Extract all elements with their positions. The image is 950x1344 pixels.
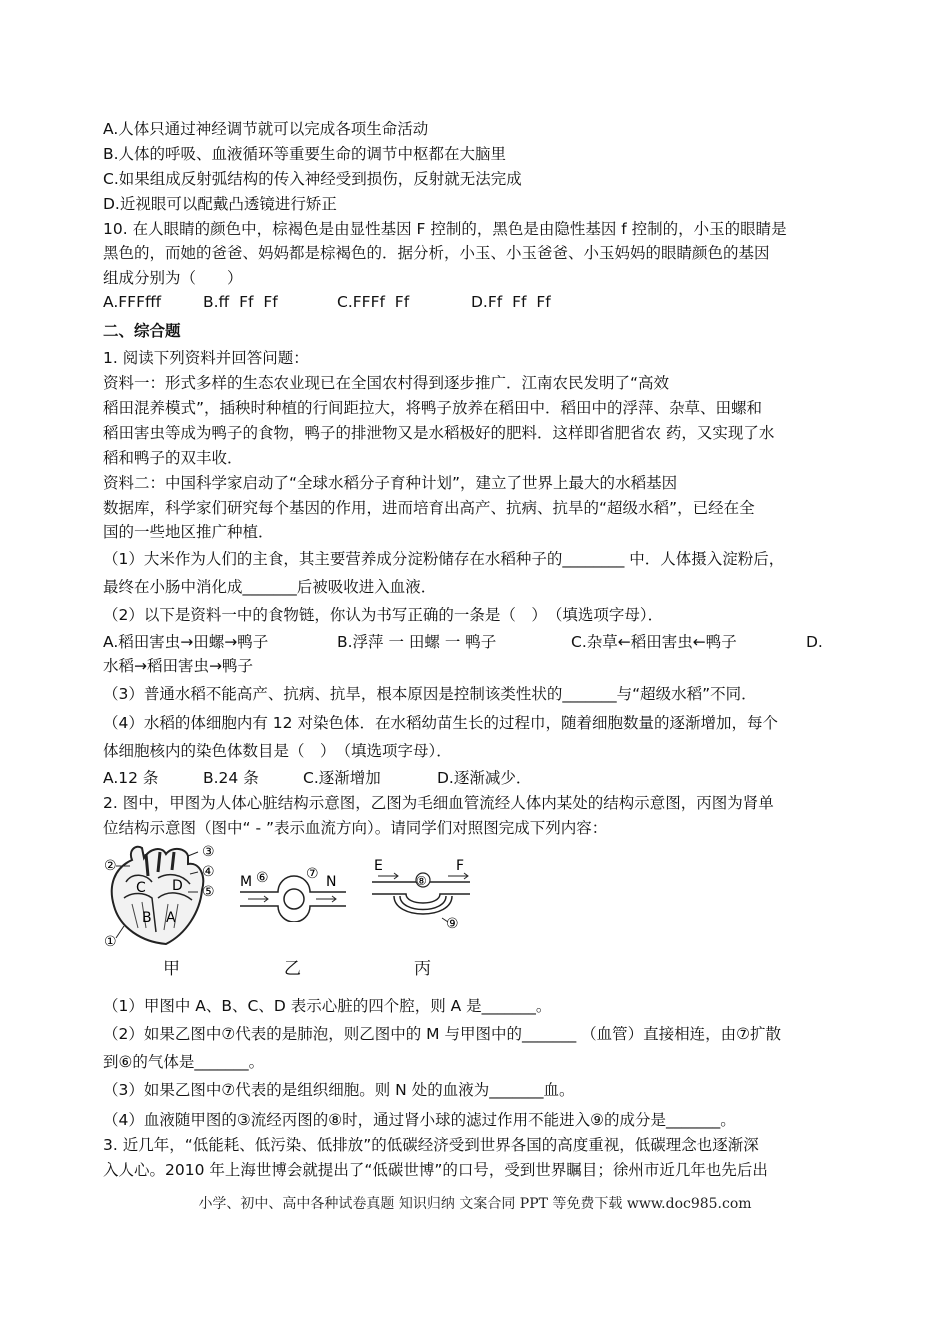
q1-sub2-option-d-text: 水稻→稻田害虫→鸭子 xyxy=(103,657,253,675)
q1-sub4-option-a: A.12 条 xyxy=(103,769,159,787)
q9-option-c: C.如果组成反射弧结构的传入神经受到损伤，反射就无法完成 xyxy=(103,170,522,188)
q3-line1: 3. 近几年，“低能耗、低污染、低排放”的低碳经济受到世界各国的高度重视，低碳理念也逐渐深 xyxy=(103,1136,759,1154)
capillary-label-n: N xyxy=(326,874,337,890)
q1-material1-line2: 稻田混养模式”，插秧时种植的行间距拉大，将鸭子放养在稻田中．稻田中的浮萍、杂草、田螺和 xyxy=(103,399,763,417)
q9-option-a: A.人体只通过神经调节就可以完成各项生命活动 xyxy=(103,120,429,138)
q1-sub2-option-d: D. xyxy=(806,633,823,651)
nephron-label-e: E xyxy=(374,858,383,874)
q2-sub2-line2: 到⑥的气体是_______。 xyxy=(103,1053,265,1071)
q1-material1-line1: 资料一：形式多样的生态农业现已在全国农村得到逐步推广．江南农民发明了“高效 xyxy=(103,374,670,392)
nephron-label-f: F xyxy=(456,858,465,874)
q2-sub4: （4）血液随甲图的③流经丙图的⑧时，通过肾小球的滤过作用不能进入⑨的成分是_______。 xyxy=(103,1111,736,1129)
capillary-label-m: M xyxy=(240,874,253,890)
q1-sub2-option-b: B.浮萍 一 田螺 一 鸭子 xyxy=(337,633,497,651)
q1-sub2-option-c: C.杂草←稻田害虫←鸭子 xyxy=(571,633,737,651)
page-footer: 小学、初中、高中各种试卷真题 知识归纳 文案合同 PPT 等免费下载 www.doc985.com xyxy=(198,1196,752,1212)
heart-diagram xyxy=(102,842,232,950)
section-title: 二、综合题 xyxy=(103,322,181,340)
heart-label-d: D xyxy=(172,878,183,894)
q1-sub1-line1: （1）大米作为人们的主食，其主要营养成分淀粉储存在水稻种子的________ 中．人体摄入淀粉后， xyxy=(103,550,785,568)
heart-label-c: C xyxy=(136,880,146,896)
q1-sub4-option-c: C.逐渐增加 xyxy=(303,769,381,787)
heart-mark-1: ① xyxy=(104,934,117,950)
q1-sub2-option-a: A.稻田害虫→田螺→鸭子 xyxy=(103,633,269,651)
figure-label-jia: 甲 xyxy=(163,959,180,979)
q1-material2-line3: 国的一些地区推广种植． xyxy=(103,523,274,541)
q10-option-c: C.FFFf Ff xyxy=(337,293,410,311)
q10-line3: 组成分别为（ ） xyxy=(103,269,243,287)
q1-intro: 1. 阅读下列资料并回答问题： xyxy=(103,349,309,367)
capillary-mark-7: ⑦ xyxy=(306,866,319,882)
q1-material1-line4: 稻和鸭子的双丰收． xyxy=(103,449,243,467)
capillary-diagram xyxy=(238,862,348,922)
q10-line1: 10. 在人眼睛的颜色中，棕褐色是由显性基因 F 控制的，黑色是由隐性基因 f 控制的，小玉的眼睛是 xyxy=(103,220,787,238)
nephron-diagram xyxy=(370,854,480,934)
heart-mark-4: ④ xyxy=(202,864,215,880)
q1-sub4-option-b: B.24 条 xyxy=(203,769,259,787)
q1-sub1-line2: 最终在小肠中消化成_______后被吸收进入血液． xyxy=(103,578,437,596)
q1-material2-line1: 资料二：中国科学家启动了“全球水稻分子育种计划”，建立了世界上最大的水稻基因 xyxy=(103,474,678,492)
figure-label-yi: 乙 xyxy=(284,959,301,979)
q10-option-b: B.ff Ff Ff xyxy=(203,293,278,311)
q1-sub3: （3）普通水稻不能高产、抗病、抗旱，根本原因是控制该类性状的_______与“超级水稻”不同． xyxy=(103,685,757,703)
q2-sub1: （1）甲图中 A、B、C、D 表示心脏的四个腔，则 A 是_______。 xyxy=(103,997,552,1015)
q10-option-d: D.Ff Ff Ff xyxy=(471,293,551,311)
q10-line2: 黑色的，而她的爸爸、妈妈都是棕褐色的．据分析，小玉、小玉爸爸、小玉妈妈的眼睛颜色的基因 xyxy=(103,244,770,262)
q2-sub2-line1: （2）如果乙图中⑦代表的是肺泡，则乙图中的 M 与甲图中的_______ （血管）直接相连，由⑦扩散 xyxy=(103,1025,782,1043)
q3-line2: 入人心。2010 年上海世博会就提出了“低碳世博”的口号，受到世界瞩目；徐州市近几年也先后出 xyxy=(103,1161,768,1179)
q2-line1: 2. 图中，甲图为人体心脏结构示意图，乙图为毛细血管流经人体内某处的结构示意图，丙图为肾单 xyxy=(103,794,774,812)
q1-sub4-option-d: D.逐渐减少． xyxy=(437,769,532,787)
q1-sub2-line1: （2）以下是资料一中的食物链，你认为书写正确的一条是（ ） （填选项字母）． xyxy=(103,606,664,624)
q10-option-a: A.FFFfff xyxy=(103,293,162,311)
q1-material1-line3: 稻田害虫等成为鸭子的食物，鸭子的排泄物又是水稻极好的肥料．这样即省肥省农 药，又实现了水 xyxy=(103,424,775,442)
heart-mark-2: ② xyxy=(104,858,117,874)
figure-label-bing: 丙 xyxy=(414,959,431,979)
q2-sub3: （3）如果乙图中⑦代表的是组织细胞。则 N 处的血液为_______血。 xyxy=(103,1081,575,1099)
q1-sub4-line1: （4）水稻的体细胞内有 12 对染色体．在水稻幼苗生长的过程巾，随着细胞数量的逐渐增加，每个 xyxy=(103,714,778,732)
nephron-mark-9: ⑨ xyxy=(446,916,459,932)
q1-sub4-line2: 体细胞核内的染色体数目是（ ） （填选项字母）． xyxy=(103,742,452,760)
q9-option-b: B.人体的呼吸、血液循环等重要生命的调节中枢都在大脑里 xyxy=(103,145,507,163)
heart-mark-5: ⑤ xyxy=(202,884,215,900)
heart-label-a: A xyxy=(166,910,176,926)
q2-line2: 位结构示意图（图中“ - ”表示血流方向）。请同学们对照图完成下列内容： xyxy=(103,819,608,837)
q9-option-d: D.近视眼可以配戴凸透镜进行矫正 xyxy=(103,195,337,213)
capillary-mark-6: ⑥ xyxy=(256,870,269,886)
heart-mark-3: ③ xyxy=(202,844,215,860)
nephron-mark-8: ⑧ xyxy=(416,874,427,888)
q1-material2-line2: 数据库，科学家们研究每个基因的作用，进而培育出高产、抗病、抗旱的“超级水稻”，已经在全 xyxy=(103,499,755,517)
heart-label-b: B xyxy=(142,910,152,926)
